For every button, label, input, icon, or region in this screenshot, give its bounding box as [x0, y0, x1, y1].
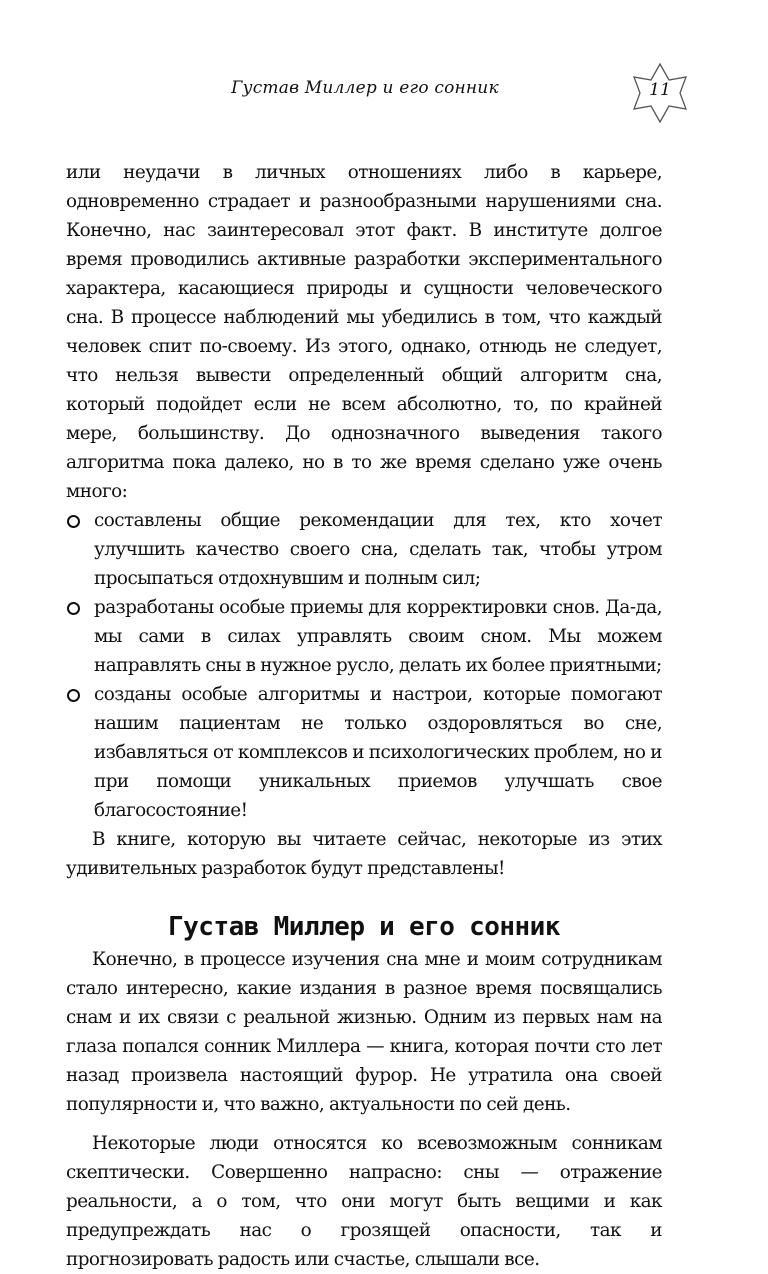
bullet-circle-icon — [67, 602, 80, 615]
section-paragraph: Конечно, в процессе изучения сна мне и моим сотрудникам стало интересно, какие издания в разное время посвящались снам и их связи с реальной жизнью. Одним из первых нам на глаза попался сонник Миллера — книга, которая почти сто лет назад произвела настоящий фурор. Не утратила она своей популярности и, что важно, актуальности по сей день. — [66, 949, 662, 1115]
section-heading: Густав Миллер и его сонник — [168, 912, 560, 942]
body-text — [66, 158, 662, 1274]
list-item — [66, 680, 662, 825]
list-item-text: разработаны особые приемы для корректировки снов. Да-да, мы сами в силах управлять своим сном. Мы можем направлять сны в нужное русло, делать их более приятными; — [94, 597, 662, 676]
intro-paragraph: или неудачи в личных отношениях либо в карьере, одновременно страдает и разнообразными нарушениями сна. Конечно, нас заинтересовал этот факт. В институте долгое время проводились активные разработки экспериментального характера, касающиеся природы и сущности человеческого сна. В процессе наблюдений мы убедились в том, что каждый человек спит по-своему. Из этого, однако, отнюдь не следует, что нельзя вывести определенный общий алгоритм сна, который подойдет если не всем абсолютно, то, по крайней мере, большинству. До однозначного выведения такого алгоритма пока далеко, но в то же время сделано уже очень много: — [66, 162, 662, 502]
bullet-circle-icon — [67, 689, 80, 702]
list-item — [66, 506, 662, 593]
paragraph-gap — [66, 1119, 662, 1129]
list-item — [66, 593, 662, 680]
bullet-list — [66, 506, 662, 825]
section-paragraph: Некоторые люди относятся ко всевозможным сонникам скептически. Совершенно напрасно: сны — отражение реальности, а о том, что они могут быть вещими и как предупреждать нас о грозящей опасности, так и прогнозировать радость или счастье, слышали все. — [66, 1133, 662, 1270]
page-number: 11 — [649, 80, 671, 100]
list-item-text: составлены общие рекомендации для тех, кто хочет улучшить качество своего сна, сделать так, чтобы утром просыпаться отдохнувшим и полным сил; — [94, 510, 662, 589]
list-item-text: созданы особые алгоритмы и настрои, которые помогают нашим пациентам не только оздоровляться во сне, избавляться от комплексов и психологических проблем, но и при помощи уникальных приемов улучшать свое благосостояние! — [94, 684, 662, 821]
closing-paragraph: В книге, которую вы читаете сейчас, некоторые из этих удивительных разработок будут представлены! — [66, 829, 662, 879]
bullet-circle-icon — [67, 515, 80, 528]
running-head: Густав Миллер и его сонник — [231, 78, 499, 98]
